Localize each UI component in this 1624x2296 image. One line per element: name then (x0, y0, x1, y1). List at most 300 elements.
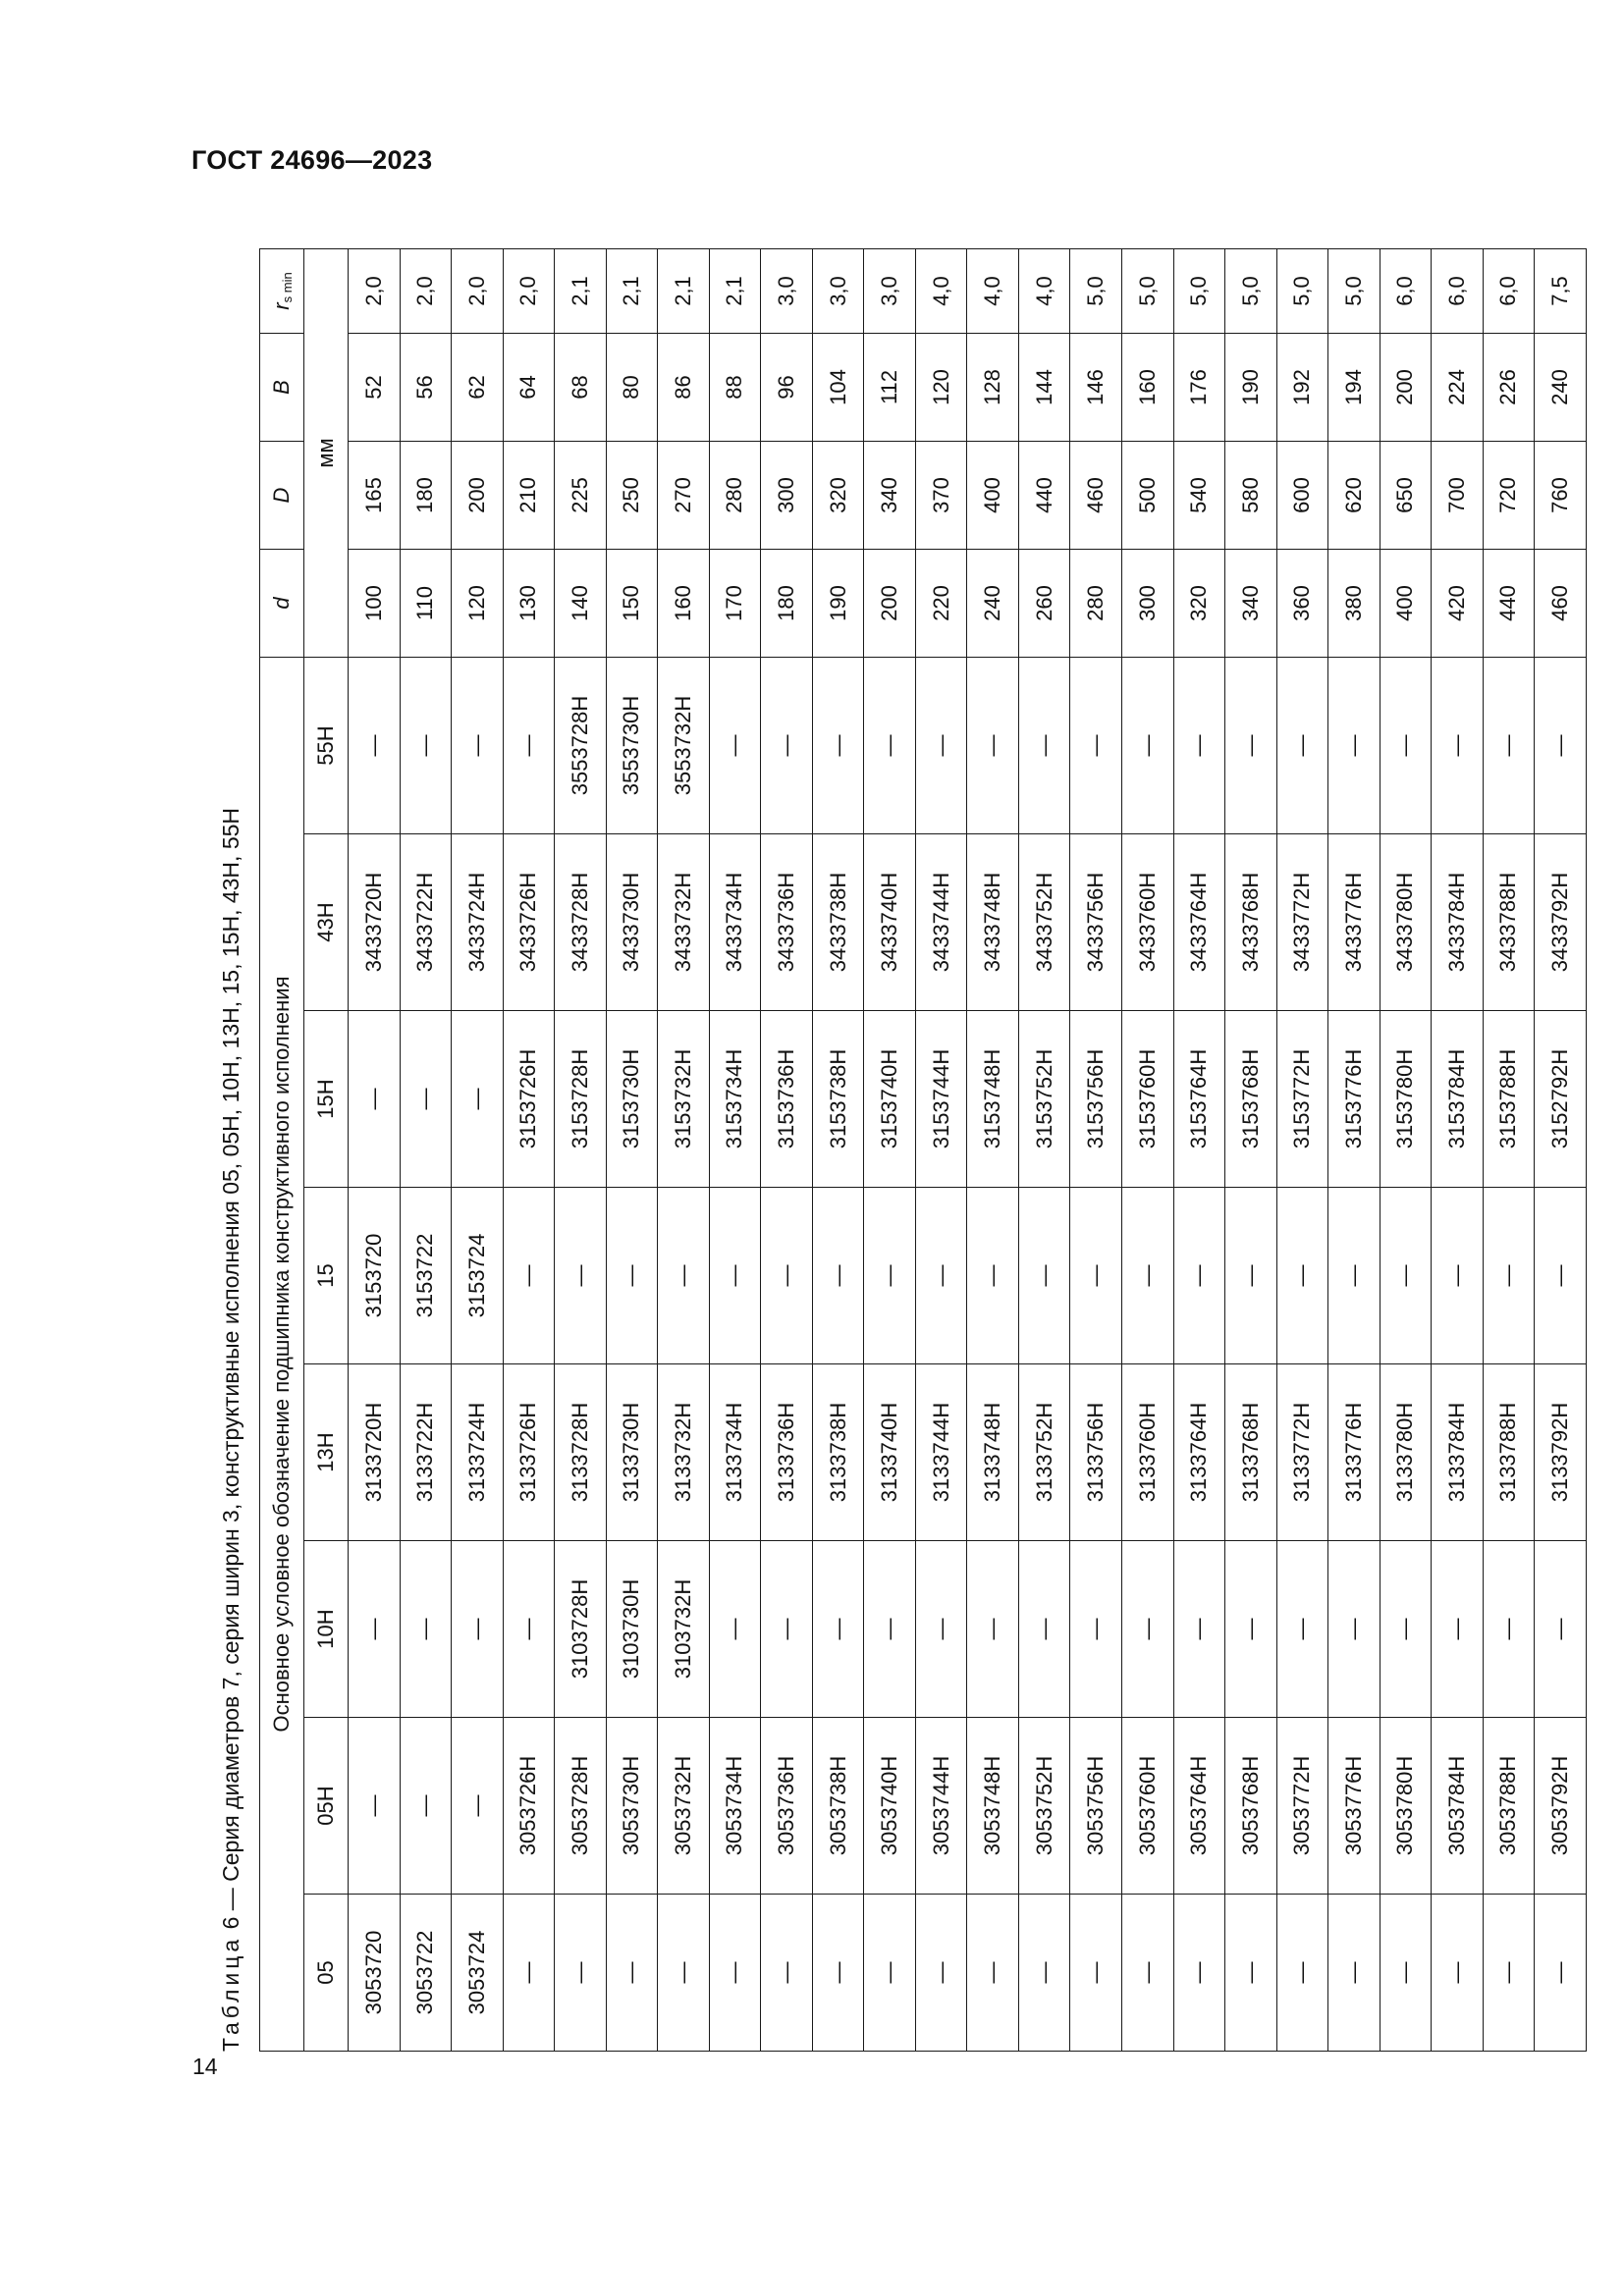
table-row (1276, 249, 1328, 2052)
col-header-13n: 13Н (304, 1364, 349, 1541)
table-row (761, 249, 813, 2052)
cell-15: — (606, 1188, 658, 1364)
cell-05: 3053722 (400, 1895, 452, 2052)
cell-55n: — (1018, 658, 1070, 834)
cell-d: 460 (1535, 550, 1587, 658)
cell-15n: 3153734Н (709, 1011, 761, 1188)
col-header-B: B (260, 334, 304, 442)
cell-10n: — (812, 1541, 864, 1718)
cell-05n: 3053748Н (967, 1718, 1019, 1895)
cell-rs-min: 5,0 (1070, 249, 1122, 334)
cell-43n: 3433724Н (452, 834, 504, 1011)
cell-15: — (1018, 1188, 1070, 1364)
cell-B: 144 (1018, 334, 1070, 442)
cell-d: 190 (812, 550, 864, 658)
cell-D: 620 (1328, 442, 1380, 550)
cell-15: — (658, 1188, 710, 1364)
cell-B: 190 (1225, 334, 1277, 442)
cell-13n: 3133788Н (1483, 1364, 1535, 1541)
rotated-table-block (202, 224, 1587, 2081)
cell-55n: — (709, 658, 761, 834)
cell-05n: 3053726Н (503, 1718, 555, 1895)
cell-15: — (864, 1188, 916, 1364)
col-header-r-subscript: s min (280, 272, 295, 303)
cell-D: 720 (1483, 442, 1535, 550)
bearing-table (259, 248, 1587, 2052)
cell-rs-min: 4,0 (915, 249, 967, 334)
cell-43n: 3433736Н (761, 834, 813, 1011)
cell-43n: 3433760Н (1121, 834, 1173, 1011)
cell-05: — (1380, 1895, 1432, 2052)
document-header: ГОСТ 24696—2023 (191, 145, 433, 175)
cell-rs-min: 5,0 (1328, 249, 1380, 334)
cell-15: — (761, 1188, 813, 1364)
cell-05n: 3053728Н (555, 1718, 607, 1895)
cell-13n: 3133730Н (606, 1364, 658, 1541)
cell-10n: — (1070, 1541, 1122, 1718)
cell-d: 420 (1432, 550, 1484, 658)
cell-rs-min: 6,0 (1483, 249, 1535, 334)
cell-43n: 3433772Н (1276, 834, 1328, 1011)
cell-B: 128 (967, 334, 1019, 442)
cell-55n: — (1432, 658, 1484, 834)
table-row (1380, 249, 1432, 2052)
cell-05: — (606, 1895, 658, 2052)
cell-55n: — (761, 658, 813, 834)
cell-43n: 3433726Н (503, 834, 555, 1011)
cell-10n: 3103728Н (555, 1541, 607, 1718)
cell-rs-min: 4,0 (1018, 249, 1070, 334)
col-header-rs-min (260, 249, 304, 334)
cell-10n: — (349, 1541, 401, 1718)
cell-13n: 3133768Н (1225, 1364, 1277, 1541)
table-row (1070, 249, 1122, 2052)
cell-05: — (1173, 1895, 1225, 2052)
table-row (1225, 249, 1277, 2052)
cell-55n: — (349, 658, 401, 834)
cell-D: 400 (967, 442, 1019, 550)
cell-D: 650 (1380, 442, 1432, 550)
cell-05: — (555, 1895, 607, 2052)
table-row (1432, 249, 1484, 2052)
cell-10n: — (915, 1541, 967, 1718)
cell-43n: 3433722Н (400, 834, 452, 1011)
cell-15n: 3153730Н (606, 1011, 658, 1188)
cell-05n: 3053772Н (1276, 1718, 1328, 1895)
cell-13n: 3133726Н (503, 1364, 555, 1541)
cell-B: 226 (1483, 334, 1535, 442)
col-header-10n: 10Н (304, 1541, 349, 1718)
cell-55n: — (1483, 658, 1535, 834)
cell-05: — (812, 1895, 864, 2052)
cell-05: — (709, 1895, 761, 2052)
cell-B: 240 (1535, 334, 1587, 442)
cell-43n: 3433784Н (1432, 834, 1484, 1011)
cell-D: 600 (1276, 442, 1328, 550)
cell-05: 3053720 (349, 1895, 401, 2052)
col-header-r: r (269, 302, 294, 310)
cell-13n: 3133744Н (915, 1364, 967, 1541)
cell-43n: 3433788Н (1483, 834, 1535, 1011)
cell-05: — (864, 1895, 916, 2052)
cell-rs-min: 6,0 (1432, 249, 1484, 334)
cell-10n: — (1276, 1541, 1328, 1718)
cell-55n: — (1328, 658, 1380, 834)
cell-13n: 3133738Н (812, 1364, 864, 1541)
cell-rs-min: 3,0 (761, 249, 813, 334)
cell-13n: 3133780Н (1380, 1364, 1432, 1541)
cell-D: 250 (606, 442, 658, 550)
cell-d: 140 (555, 550, 607, 658)
cell-D: 700 (1432, 442, 1484, 550)
cell-05: — (1018, 1895, 1070, 2052)
cell-D: 460 (1070, 442, 1122, 550)
cell-05: — (1483, 1895, 1535, 2052)
cell-13n: 3133724Н (452, 1364, 504, 1541)
cell-05: — (1276, 1895, 1328, 2052)
cell-15n: 3153748Н (967, 1011, 1019, 1188)
table-row (606, 249, 658, 2052)
cell-10n: — (709, 1541, 761, 1718)
cell-15n: 3153738Н (812, 1011, 864, 1188)
cell-B: 64 (503, 334, 555, 442)
cell-55n: 3553730Н (606, 658, 658, 834)
cell-B: 88 (709, 334, 761, 442)
cell-d: 160 (658, 550, 710, 658)
cell-15: — (1121, 1188, 1173, 1364)
cell-10n: — (864, 1541, 916, 1718)
cell-B: 68 (555, 334, 607, 442)
table-body (349, 249, 1587, 2052)
cell-15n: — (452, 1011, 504, 1188)
cell-13n: 3133792Н (1535, 1364, 1587, 1541)
table-row (1483, 249, 1535, 2052)
cell-05n: — (452, 1718, 504, 1895)
cell-43n: 3433764Н (1173, 834, 1225, 1011)
cell-rs-min: 3,0 (864, 249, 916, 334)
cell-D: 370 (915, 442, 967, 550)
cell-d: 280 (1070, 550, 1122, 658)
cell-05: — (503, 1895, 555, 2052)
cell-55n: — (1276, 658, 1328, 834)
cell-13n: 3133748Н (967, 1364, 1019, 1541)
col-header-05: 05 (304, 1895, 349, 2052)
cell-43n: 3433728Н (555, 834, 607, 1011)
cell-55n: 3553728Н (555, 658, 607, 834)
cell-rs-min: 4,0 (967, 249, 1019, 334)
cell-15n: 3153756Н (1070, 1011, 1122, 1188)
cell-15n: 3153784Н (1432, 1011, 1484, 1188)
cell-d: 300 (1121, 550, 1173, 658)
cell-05: — (1328, 1895, 1380, 2052)
table-row (915, 249, 967, 2052)
cell-13n: 3133734Н (709, 1364, 761, 1541)
cell-13n: 3133722Н (400, 1364, 452, 1541)
table-row (709, 249, 761, 2052)
cell-15n: 3153740Н (864, 1011, 916, 1188)
cell-rs-min: 5,0 (1276, 249, 1328, 334)
cell-05: 3053724 (452, 1895, 504, 2052)
cell-15: 3153724 (452, 1188, 504, 1364)
cell-15: — (1070, 1188, 1122, 1364)
cell-15n: 3153728Н (555, 1011, 607, 1188)
cell-D: 760 (1535, 442, 1587, 550)
cell-55n: — (812, 658, 864, 834)
cell-B: 224 (1432, 334, 1484, 442)
table-row (400, 249, 452, 2052)
table-caption-number: 6 (218, 1916, 244, 1930)
cell-10n: — (1173, 1541, 1225, 1718)
cell-rs-min: 2,1 (606, 249, 658, 334)
cell-D: 440 (1018, 442, 1070, 550)
cell-05: — (915, 1895, 967, 2052)
cell-55n: — (400, 658, 452, 834)
cell-05n: 3053768Н (1225, 1718, 1277, 1895)
cell-13n: 3133752Н (1018, 1364, 1070, 1541)
cell-d: 260 (1018, 550, 1070, 658)
cell-rs-min: 2,1 (658, 249, 710, 334)
cell-15: — (1380, 1188, 1432, 1364)
cell-15: — (1432, 1188, 1484, 1364)
cell-10n: — (1483, 1541, 1535, 1718)
cell-05n: 3053780Н (1380, 1718, 1432, 1895)
cell-55n: 3553732Н (658, 658, 710, 834)
cell-d: 220 (915, 550, 967, 658)
cell-43n: 3433780Н (1380, 834, 1432, 1011)
cell-rs-min: 2,1 (709, 249, 761, 334)
cell-43n: 3433720Н (349, 834, 401, 1011)
table-row (503, 249, 555, 2052)
cell-15: — (1535, 1188, 1587, 1364)
cell-15: 3153722 (400, 1188, 452, 1364)
cell-13n: 3133772Н (1276, 1364, 1328, 1541)
cell-d: 340 (1225, 550, 1277, 658)
table-row (1018, 249, 1070, 2052)
cell-D: 500 (1121, 442, 1173, 550)
cell-15n: 3153744Н (915, 1011, 967, 1188)
cell-55n: — (503, 658, 555, 834)
cell-05: — (658, 1895, 710, 2052)
table-caption-label: Таблица (218, 1935, 244, 2052)
cell-B: 160 (1121, 334, 1173, 442)
cell-rs-min: 5,0 (1225, 249, 1277, 334)
cell-d: 360 (1276, 550, 1328, 658)
col-header-43n: 43Н (304, 834, 349, 1011)
cell-D: 165 (349, 442, 401, 550)
table-row (452, 249, 504, 2052)
cell-d: 120 (452, 550, 504, 658)
unit-label: мм (304, 249, 349, 658)
header-row-group (260, 249, 304, 2052)
cell-13n: 3133760Н (1121, 1364, 1173, 1541)
col-header-d: d (260, 550, 304, 658)
cell-rs-min: 2,0 (400, 249, 452, 334)
cell-05: — (1535, 1895, 1587, 2052)
cell-05: — (1070, 1895, 1122, 2052)
cell-15n: 3153760Н (1121, 1011, 1173, 1188)
cell-43n: 3433730Н (606, 834, 658, 1011)
cell-15n: 3153736Н (761, 1011, 813, 1188)
cell-15: — (503, 1188, 555, 1364)
cell-05n: — (400, 1718, 452, 1895)
cell-05n: 3053736Н (761, 1718, 813, 1895)
cell-15n: — (349, 1011, 401, 1188)
cell-d: 240 (967, 550, 1019, 658)
cell-B: 80 (606, 334, 658, 442)
cell-10n: — (1535, 1541, 1587, 1718)
cell-55n: — (915, 658, 967, 834)
cell-05n: 3053738Н (812, 1718, 864, 1895)
cell-10n: — (967, 1541, 1019, 1718)
cell-rs-min: 2,0 (452, 249, 504, 334)
header-row-columns (304, 249, 349, 2052)
cell-15: — (1276, 1188, 1328, 1364)
cell-10n: — (1121, 1541, 1173, 1718)
cell-05: — (1432, 1895, 1484, 2052)
cell-05n: 3053732Н (658, 1718, 710, 1895)
cell-D: 580 (1225, 442, 1277, 550)
cell-05n: 3053760Н (1121, 1718, 1173, 1895)
cell-d: 180 (761, 550, 813, 658)
table-row (1173, 249, 1225, 2052)
cell-55n: — (1225, 658, 1277, 834)
cell-55n: — (452, 658, 504, 834)
cell-d: 200 (864, 550, 916, 658)
cell-43n: 3433738Н (812, 834, 864, 1011)
cell-10n: 3103732Н (658, 1541, 710, 1718)
cell-13n: 3133764Н (1173, 1364, 1225, 1541)
cell-D: 225 (555, 442, 607, 550)
cell-05n: 3053744Н (915, 1718, 967, 1895)
cell-05n: — (349, 1718, 401, 1895)
cell-d: 100 (349, 550, 401, 658)
cell-10n: — (452, 1541, 504, 1718)
cell-rs-min: 3,0 (812, 249, 864, 334)
cell-55n: — (1380, 658, 1432, 834)
cell-43n: 3433748Н (967, 834, 1019, 1011)
cell-B: 104 (812, 334, 864, 442)
cell-15n: 3153768Н (1225, 1011, 1277, 1188)
cell-13n: 3133776Н (1328, 1364, 1380, 1541)
cell-rs-min: 5,0 (1121, 249, 1173, 334)
cell-B: 146 (1070, 334, 1122, 442)
cell-10n: — (400, 1541, 452, 1718)
cell-15n: 3153776Н (1328, 1011, 1380, 1188)
cell-15n: 3153780Н (1380, 1011, 1432, 1188)
table-row (864, 249, 916, 2052)
cell-15: — (555, 1188, 607, 1364)
cell-15: — (967, 1188, 1019, 1364)
cell-D: 340 (864, 442, 916, 550)
table-row (349, 249, 401, 2052)
cell-05n: 3053784Н (1432, 1718, 1484, 1895)
cell-43n: 3433756Н (1070, 834, 1122, 1011)
page-number: 14 (192, 2054, 218, 2079)
cell-05n: 3053764Н (1173, 1718, 1225, 1895)
cell-05n: 3053752Н (1018, 1718, 1070, 1895)
cell-10n: — (1018, 1541, 1070, 1718)
cell-B: 96 (761, 334, 813, 442)
col-header-15n: 15Н (304, 1011, 349, 1188)
cell-10n: — (503, 1541, 555, 1718)
cell-05n: 3053740Н (864, 1718, 916, 1895)
cell-15: — (1483, 1188, 1535, 1364)
cell-D: 200 (452, 442, 504, 550)
cell-15: — (812, 1188, 864, 1364)
cell-rs-min: 2,1 (555, 249, 607, 334)
cell-rs-min: 2,0 (349, 249, 401, 334)
cell-05n: 3053788Н (1483, 1718, 1535, 1895)
cell-B: 194 (1328, 334, 1380, 442)
cell-15n: 3153732Н (658, 1011, 710, 1188)
cell-D: 210 (503, 442, 555, 550)
cell-D: 180 (400, 442, 452, 550)
cell-10n: — (1225, 1541, 1277, 1718)
cell-05n: 3053756Н (1070, 1718, 1122, 1895)
cell-15n: 3153764Н (1173, 1011, 1225, 1188)
cell-d: 130 (503, 550, 555, 658)
cell-13n: 3133720Н (349, 1364, 401, 1541)
cell-55n: — (864, 658, 916, 834)
cell-15: — (915, 1188, 967, 1364)
cell-13n: 3133736Н (761, 1364, 813, 1541)
cell-55n: — (967, 658, 1019, 834)
cell-10n: 3103730Н (606, 1541, 658, 1718)
table-row (658, 249, 710, 2052)
cell-15n: 3152792Н (1535, 1011, 1587, 1188)
cell-d: 110 (400, 550, 452, 658)
cell-B: 176 (1173, 334, 1225, 442)
cell-43n: 3433734Н (709, 834, 761, 1011)
cell-d: 440 (1483, 550, 1535, 658)
cell-15: — (1173, 1188, 1225, 1364)
cell-43n: 3433768Н (1225, 834, 1277, 1011)
col-header-05n: 05Н (304, 1718, 349, 1895)
cell-B: 120 (915, 334, 967, 442)
cell-13n: 3133784Н (1432, 1364, 1484, 1541)
cell-D: 320 (812, 442, 864, 550)
table-row (555, 249, 607, 2052)
cell-D: 540 (1173, 442, 1225, 550)
cell-15: — (1328, 1188, 1380, 1364)
cell-B: 62 (452, 334, 504, 442)
cell-43n: 3433752Н (1018, 834, 1070, 1011)
cell-d: 400 (1380, 550, 1432, 658)
cell-55n: — (1535, 658, 1587, 834)
cell-13n: 3133732Н (658, 1364, 710, 1541)
cell-d: 170 (709, 550, 761, 658)
cell-05n: 3053734Н (709, 1718, 761, 1895)
cell-B: 192 (1276, 334, 1328, 442)
cell-05n: 3053730Н (606, 1718, 658, 1895)
cell-10n: — (1328, 1541, 1380, 1718)
cell-13n: 3133728Н (555, 1364, 607, 1541)
cell-rs-min: 7,5 (1535, 249, 1587, 334)
cell-B: 112 (864, 334, 916, 442)
cell-B: 56 (400, 334, 452, 442)
cell-10n: — (1380, 1541, 1432, 1718)
cell-15n: 3153772Н (1276, 1011, 1328, 1188)
cell-B: 86 (658, 334, 710, 442)
cell-55n: — (1173, 658, 1225, 834)
cell-13n: 3133740Н (864, 1364, 916, 1541)
cell-d: 380 (1328, 550, 1380, 658)
cell-15: 3153720 (349, 1188, 401, 1364)
table-row (1535, 249, 1587, 2052)
table-row (1328, 249, 1380, 2052)
cell-d: 150 (606, 550, 658, 658)
cell-43n: 3433776Н (1328, 834, 1380, 1011)
